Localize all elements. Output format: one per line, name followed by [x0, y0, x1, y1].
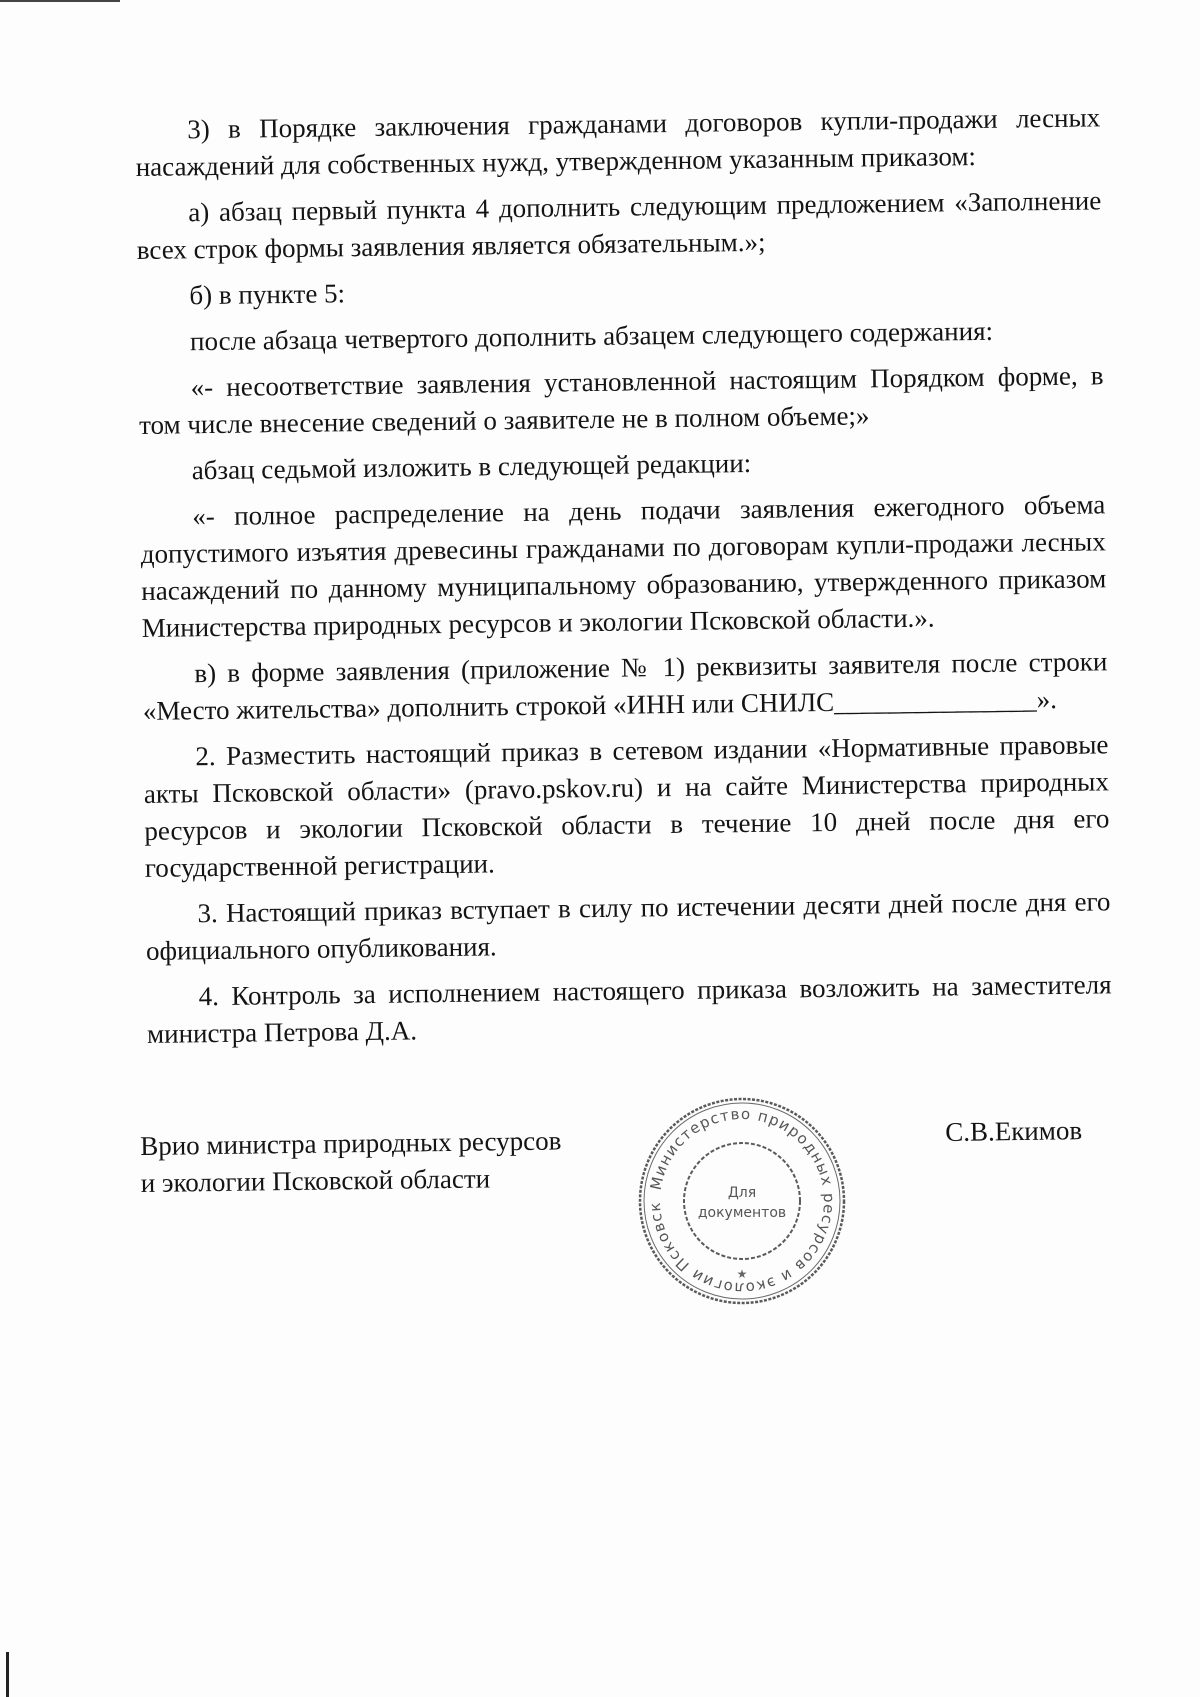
paragraph: б) в пункте 5:	[189, 278, 346, 311]
signer-name: С.В.Екимов	[945, 1115, 1083, 1147]
paragraph: 3. Настоящий приказ вступает в силу по истечении десяти дней после дня его официального опубликования.	[145, 886, 1111, 966]
paragraph: 2. Разместить настоящий приказ в сетевом издании «Нормативные правовые акты Псковской области» (pravo.pskov.ru) и на сайте Министерства природных ресурсов и экологии Псковской области в течение 10 дней после дня его государственной регистрации.	[143, 729, 1110, 883]
paragraph: после абзаца четвертого дополнить абзацем следующего содержания:	[189, 315, 994, 357]
scan-edge-mark	[0, 0, 120, 2]
official-stamp	[636, 1095, 848, 1307]
paragraph: 4. Контроль за исполнением настоящего приказа возложить на заместителя министра Петрова Д.А.	[146, 969, 1112, 1049]
paragraph: а) абзац первый пункта 4 дополнить следующим предложением «Заполнение всех строк формы заявления является обязательным.»;	[136, 185, 1102, 265]
stamp-seal-icon	[636, 1095, 848, 1307]
paragraph: в) в форме заявления (приложение № 1) реквизиты заявителя после строки «Место жительства» дополнить строкой «ИНН или СНИЛС_______________».	[142, 646, 1108, 726]
paragraph: «- несоответствие заявления установленной настоящим Порядком форме, в том числе внесение сведений о заявителе не в полном объеме;»	[138, 360, 1104, 440]
scan-edge-mark	[6, 1652, 9, 1697]
svg-text:документов: документов	[697, 1205, 787, 1221]
signer-position-line: Врио министра природных ресурсов	[140, 1125, 562, 1161]
svg-text:Для: Для	[727, 1185, 757, 1201]
paragraph: 3) в Порядке заключения гражданами договоров купли-продажи лесных насаждений для собственных нужд, утвержденном указанным приказом:	[135, 102, 1101, 182]
svg-text:★: ★	[736, 1267, 748, 1281]
signature-block	[140, 1122, 562, 1202]
paragraph: «- полное распределение на день подачи заявления ежегодного объема допустимого изъятия древесины гражданами по договорам купли-продажи лесных насаждений по данному муниципальному образованию, утвержденного приказом Министерства природных ресурсов и экологии Псковской области.».	[140, 489, 1107, 643]
paragraph: абзац седьмой изложить в следующей редакции:	[191, 447, 752, 486]
signer-position-line: и экологии Псковской области	[140, 1163, 491, 1198]
document-body	[135, 99, 1112, 1062]
svg-text:Министерство природных ресурсо: Министерство природных ресурсов и экологии Псковск	[645, 1104, 839, 1298]
